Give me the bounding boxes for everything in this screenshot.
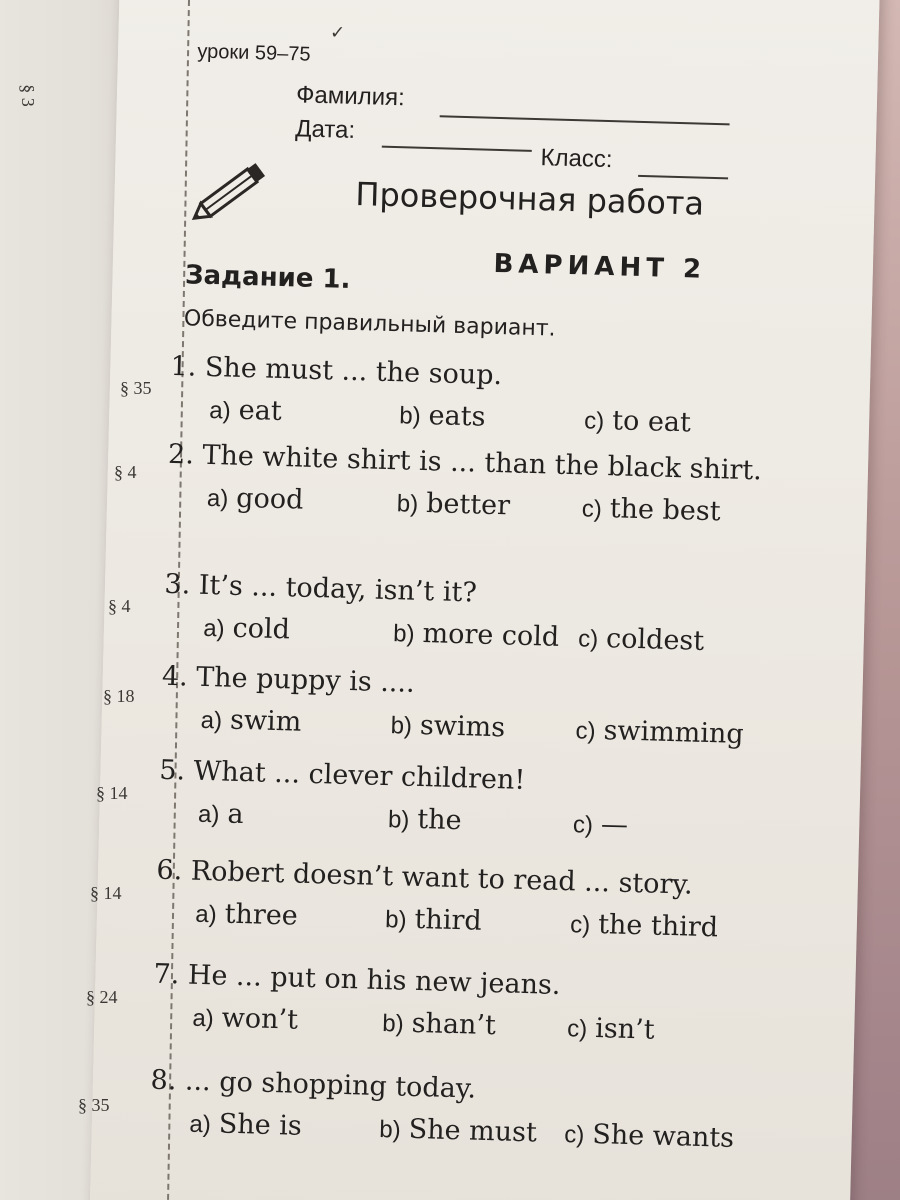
surname-label: Фамилия:	[295, 81, 406, 112]
margin-ref-left-page: § 3	[17, 84, 38, 107]
margin-ref-q5: § 14	[96, 783, 128, 803]
class-label: Класс:	[540, 144, 613, 174]
margin-ref-q4: § 18	[103, 686, 135, 706]
option-a[interactable]: a) a	[197, 798, 245, 831]
option-c[interactable]: c) the best	[581, 493, 721, 528]
lessons-range: уроки 59–75	[197, 40, 311, 66]
margin-ref-q7: § 24	[86, 987, 118, 1007]
option-c[interactable]: c) coldest	[577, 623, 705, 657]
page-title: Проверочная работа	[354, 174, 705, 223]
option-a[interactable]: a) swim	[200, 704, 302, 738]
question-text: 1. She must ... the soup.	[170, 350, 503, 392]
margin-ref-q2: § 4	[114, 462, 137, 482]
question-1	[169, 348, 771, 447]
margin-ref-q6: § 14	[90, 883, 122, 903]
option-b[interactable]: b) eats	[398, 400, 486, 433]
question-2	[166, 436, 768, 535]
question-text: 7. He ... put on his new jeans.	[153, 958, 561, 1001]
question-text: 8. ... go shopping today.	[150, 1064, 477, 1105]
variant-label: ВАРИАНТ 2	[493, 248, 707, 285]
option-a[interactable]: a) three	[194, 898, 299, 932]
option-b[interactable]: b) better	[396, 488, 511, 522]
question-7	[152, 956, 754, 1055]
option-a[interactable]: a) won’t	[192, 1002, 299, 1036]
option-a[interactable]: a) good	[206, 482, 304, 516]
option-b[interactable]: b) the	[387, 803, 463, 837]
date-label: Дата:	[294, 115, 356, 144]
pencil-icon	[184, 150, 276, 232]
question-8	[149, 1062, 751, 1161]
task-instruction: Обведите правильный вариант.	[183, 306, 556, 342]
option-c[interactable]: c) She wants	[563, 1118, 735, 1154]
question-text: 5. What ... clever children!	[158, 754, 526, 796]
margin-ref-q8: § 35	[78, 1095, 110, 1115]
option-b[interactable]: b) shan’t	[381, 1007, 497, 1042]
option-b[interactable]: b) swims	[390, 709, 506, 744]
margin-ref-q1: § 35	[120, 378, 152, 398]
question-text: 6. Robert doesn’t want to read ... story.	[156, 854, 694, 901]
option-c[interactable]: c) isn’t	[566, 1012, 656, 1046]
option-b[interactable]: b) She must	[379, 1113, 538, 1149]
option-c[interactable]: c) swimming	[575, 715, 745, 751]
question-text: 3. It’s ... today, isn’t it?	[164, 568, 478, 609]
option-b[interactable]: b) more cold	[392, 618, 560, 653]
question-text: 2. The white shirt is ... than the black shirt.	[167, 438, 763, 487]
question-5	[158, 752, 760, 851]
question-text: 4. The puppy is ....	[161, 660, 416, 699]
option-a[interactable]: a) cold	[202, 612, 291, 646]
margin-ref-q3: § 4	[108, 596, 131, 616]
option-c[interactable]: c) the third	[569, 909, 719, 944]
option-b[interactable]: b) third	[384, 903, 483, 937]
option-c[interactable]: c) —	[572, 809, 629, 841]
option-a[interactable]: a) She is	[189, 1108, 303, 1142]
question-3	[163, 566, 765, 665]
question-6	[155, 852, 757, 951]
checkmark: ✓	[329, 22, 346, 44]
option-a[interactable]: a) eat	[209, 394, 283, 427]
question-4	[160, 658, 762, 757]
option-c[interactable]: c) to eat	[583, 405, 692, 439]
task-title: Задание 1.	[184, 260, 351, 295]
